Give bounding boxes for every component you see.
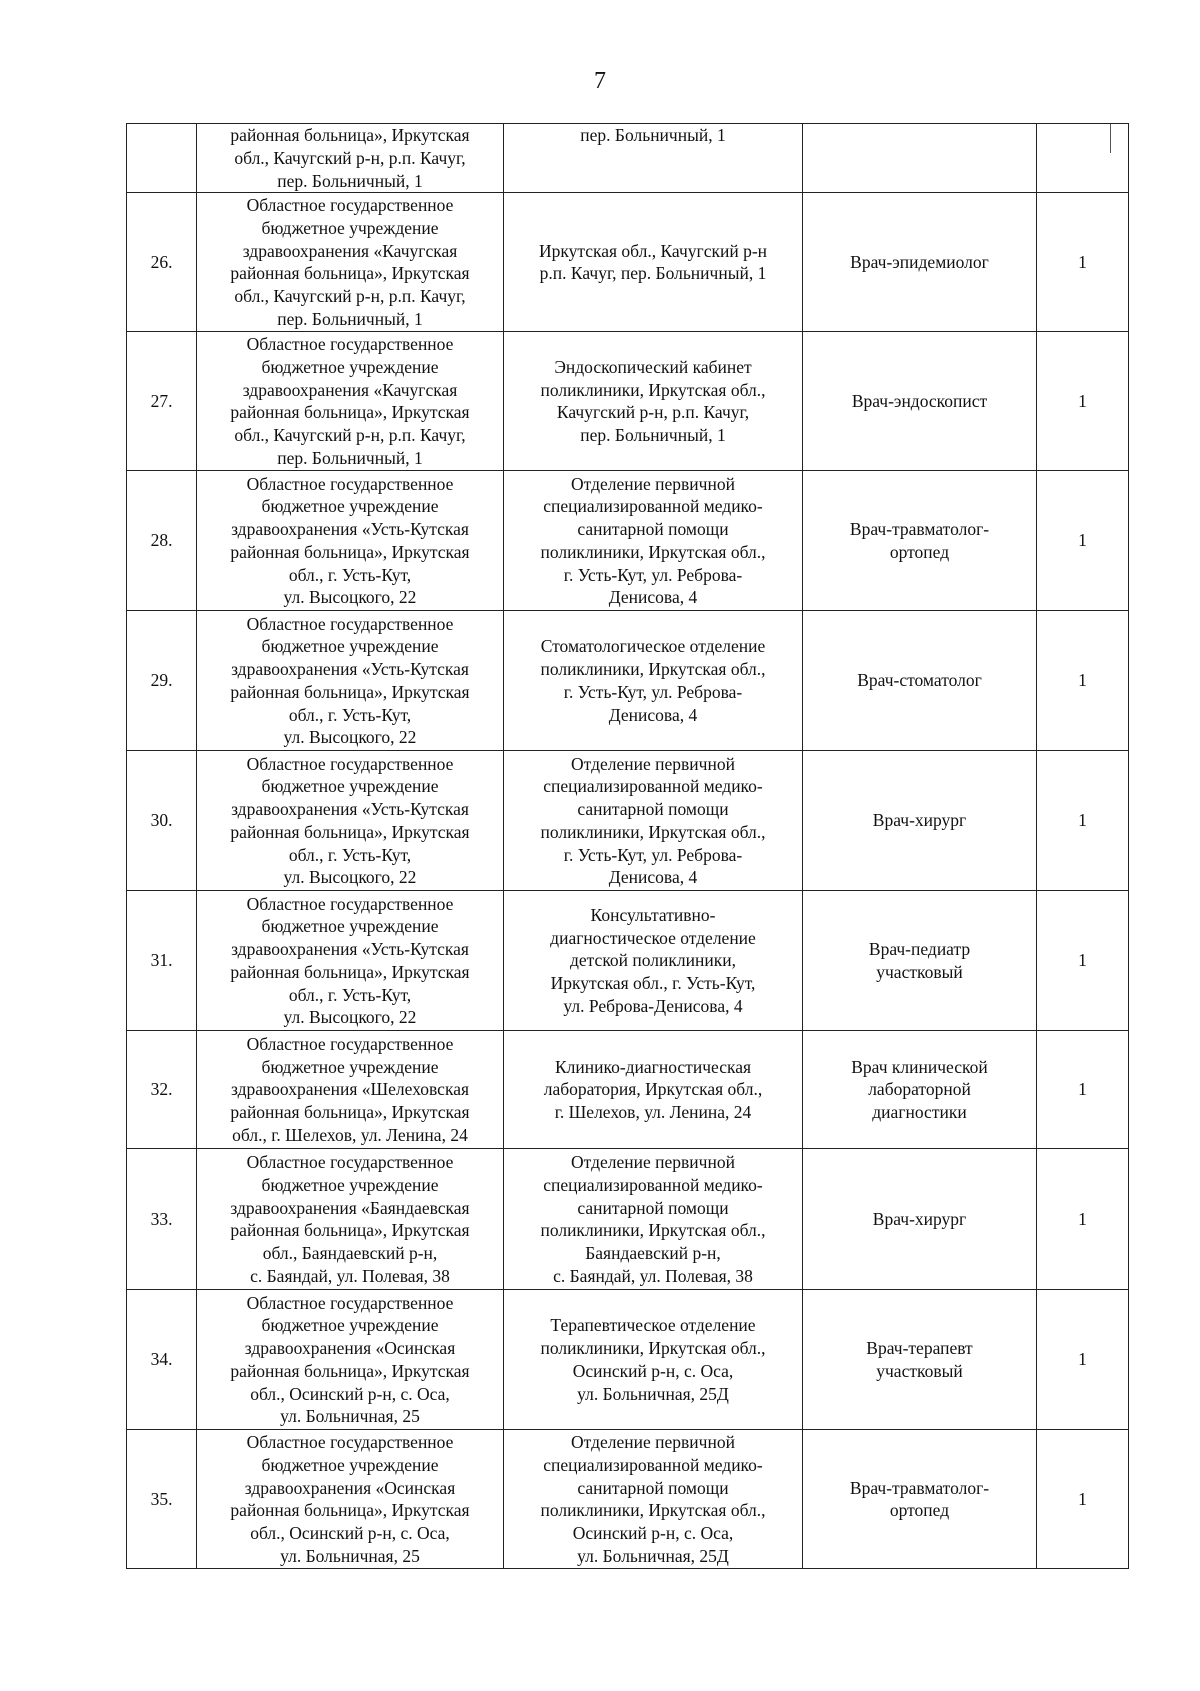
table-row xyxy=(127,891,1129,1031)
institution-cell: Областное государственное бюджетное учреждение здравоохранения «Осинская районная больница», Иркутская обл., Осинский р-н, с. Оса, ул. Больничная, 25 xyxy=(197,1290,504,1430)
address-cell: Иркутская обл., Качугский р-н р.п. Качуг, пер. Больничный, 1 xyxy=(504,193,803,332)
quantity-cell: 1 xyxy=(1037,1149,1129,1290)
position-cell: Врач клинической лабораторной диагностики xyxy=(803,1031,1037,1149)
vacancy-table xyxy=(126,123,1129,1569)
institution-cell: Областное государственное бюджетное учреждение здравоохранения «Осинская районная больница», Иркутская обл., Осинский р-н, с. Оса, ул. Больничная, 25 xyxy=(197,1430,504,1569)
row-number: 32. xyxy=(127,1031,197,1149)
row-number: 31. xyxy=(127,891,197,1031)
address-cell: Консультативно- диагностическое отделение детской поликлиники, Иркутская обл., г. Усть-Кут, ул. Реброва-Денисова, 4 xyxy=(504,891,803,1031)
position-cell: Врач-эндоскопист xyxy=(803,332,1037,471)
address-cell: пер. Больничный, 1 xyxy=(504,124,803,193)
row-number: 34. xyxy=(127,1290,197,1430)
position-cell: Врач-эпидемиолог xyxy=(803,193,1037,332)
address-cell: Терапевтическое отделение поликлиники, Иркутская обл., Осинский р-н, с. Оса, ул. Больничная, 25Д xyxy=(504,1290,803,1430)
position-cell xyxy=(803,124,1037,193)
address-cell: Отделение первичной специализированной медико- санитарной помощи поликлиники, Иркутская обл., г. Усть-Кут, ул. Реброва- Денисова, 4 xyxy=(504,751,803,891)
quantity-cell: 1 xyxy=(1037,751,1129,891)
quantity-cell: 1 xyxy=(1037,471,1129,611)
institution-cell: Областное государственное бюджетное учреждение здравоохранения «Усть-Кутская районная больница», Иркутская обл., г. Усть-Кут, ул. Высоцкого, 22 xyxy=(197,611,504,751)
position-cell: Врач-травматолог- ортопед xyxy=(803,1430,1037,1569)
table-row xyxy=(127,124,1129,193)
institution-cell: Областное государственное бюджетное учреждение здравоохранения «Баяндаевская районная больница», Иркутская обл., Баяндаевский р-н, с. Баяндай, ул. Полевая, 38 xyxy=(197,1149,504,1290)
quantity-cell: 1 xyxy=(1037,193,1129,332)
address-cell: Эндоскопический кабинет поликлиники, Иркутская обл., Качугский р-н, р.п. Качуг, пер. Больничный, 1 xyxy=(504,332,803,471)
row-number: 33. xyxy=(127,1149,197,1290)
institution-cell: Областное государственное бюджетное учреждение здравоохранения «Усть-Кутская районная больница», Иркутская обл., г. Усть-Кут, ул. Высоцкого, 22 xyxy=(197,471,504,611)
page-number: 7 xyxy=(594,68,606,94)
row-number: 26. xyxy=(127,193,197,332)
institution-cell: Областное государственное бюджетное учреждение здравоохранения «Усть-Кутская районная больница», Иркутская обл., г. Усть-Кут, ул. Высоцкого, 22 xyxy=(197,891,504,1031)
table-row xyxy=(127,611,1129,751)
position-cell: Врач-хирург xyxy=(803,1149,1037,1290)
address-cell: Клинико-диагностическая лаборатория, Иркутская обл., г. Шелехов, ул. Ленина, 24 xyxy=(504,1031,803,1149)
row-number xyxy=(127,124,197,193)
address-cell: Отделение первичной специализированной медико- санитарной помощи поликлиники, Иркутская обл., г. Усть-Кут, ул. Реброва- Денисова, 4 xyxy=(504,471,803,611)
quantity-cell: 1 xyxy=(1037,1430,1129,1569)
table-row xyxy=(127,471,1129,611)
address-cell: Отделение первичной специализированной медико- санитарной помощи поликлиники, Иркутская обл., Баяндаевский р-н, с. Баяндай, ул. Полевая, 38 xyxy=(504,1149,803,1290)
position-cell: Врач-терапевт участковый xyxy=(803,1290,1037,1430)
address-cell: Отделение первичной специализированной медико- санитарной помощи поликлиники, Иркутская обл., Осинский р-н, с. Оса, ул. Больничная, 25Д xyxy=(504,1430,803,1569)
table-row xyxy=(127,193,1129,332)
institution-cell: Областное государственное бюджетное учреждение здравоохранения «Усть-Кутская районная больница», Иркутская обл., г. Усть-Кут, ул. Высоцкого, 22 xyxy=(197,751,504,891)
row-number: 35. xyxy=(127,1430,197,1569)
institution-cell: Областное государственное бюджетное учреждение здравоохранения «Качугская районная больница», Иркутская обл., Качугский р-н, р.п. Качуг, пер. Больничный, 1 xyxy=(197,193,504,332)
address-cell: Стоматологическое отделение поликлиники, Иркутская обл., г. Усть-Кут, ул. Реброва- Денисова, 4 xyxy=(504,611,803,751)
row-number: 29. xyxy=(127,611,197,751)
table-row xyxy=(127,1430,1129,1569)
row-number: 27. xyxy=(127,332,197,471)
table-row xyxy=(127,751,1129,891)
quantity-cell: 1 xyxy=(1037,1290,1129,1430)
quantity-cell: 1 xyxy=(1037,332,1129,471)
position-cell: Врач-травматолог- ортопед xyxy=(803,471,1037,611)
table-row xyxy=(127,1031,1129,1149)
table-row xyxy=(127,1290,1129,1430)
position-cell: Врач-педиатр участковый xyxy=(803,891,1037,1031)
row-number: 28. xyxy=(127,471,197,611)
row-number: 30. xyxy=(127,751,197,891)
position-cell: Врач-хирург xyxy=(803,751,1037,891)
position-cell: Врач-стоматолог xyxy=(803,611,1037,751)
quantity-cell: 1 xyxy=(1037,1031,1129,1149)
institution-cell: Областное государственное бюджетное учреждение здравоохранения «Шелеховская районная больница», Иркутская обл., г. Шелехов, ул. Ленина, 24 xyxy=(197,1031,504,1149)
institution-cell: районная больница», Иркутская обл., Качугский р-н, р.п. Качуг, пер. Больничный, 1 xyxy=(197,124,504,193)
quantity-cell xyxy=(1037,124,1129,193)
table-row xyxy=(127,1149,1129,1290)
institution-cell: Областное государственное бюджетное учреждение здравоохранения «Качугская районная больница», Иркутская обл., Качугский р-н, р.п. Качуг, пер. Больничный, 1 xyxy=(197,332,504,471)
table-row xyxy=(127,332,1129,471)
quantity-cell: 1 xyxy=(1037,611,1129,751)
quantity-cell: 1 xyxy=(1037,891,1129,1031)
